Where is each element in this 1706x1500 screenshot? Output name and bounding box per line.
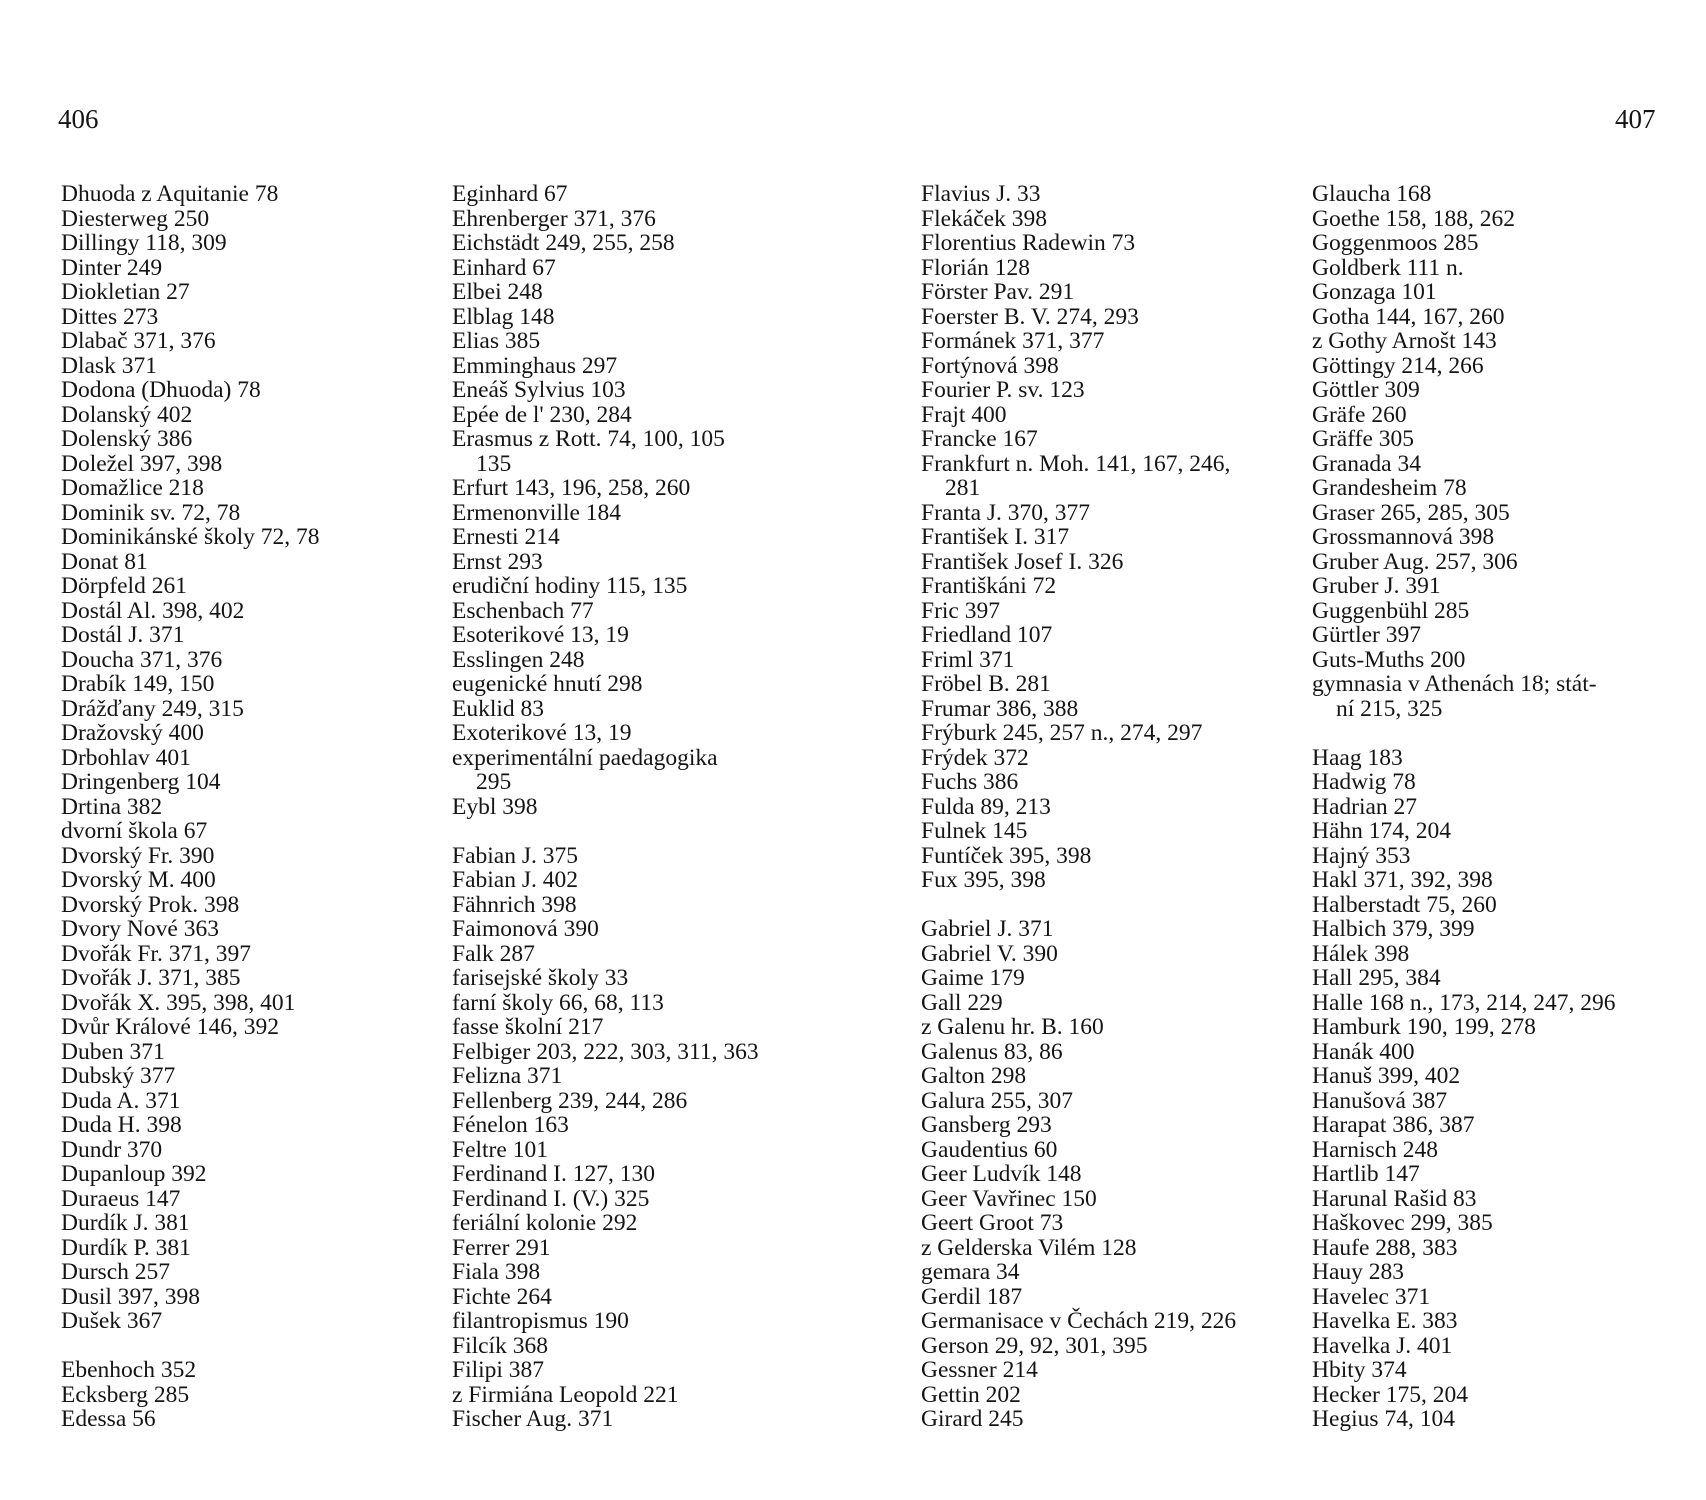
index-entry: Frýburk 245, 257 n., 274, 297 [921, 720, 1203, 746]
index-entry: Fiala 398 [452, 1259, 541, 1285]
index-column-4 [1312, 182, 1692, 1432]
index-entry: Flavius J. 33 [921, 181, 1041, 207]
index-entry: Fischer Aug. 371 [452, 1406, 614, 1432]
index-entry: Filcík 368 [452, 1332, 548, 1359]
index-entry: Dinter 249 [61, 254, 163, 281]
index-entry: Hall 295, 384 [1312, 965, 1441, 991]
index-entry: Dvořák J. 371, 385 [61, 965, 241, 991]
index-entry: Harnisch 248 [1312, 1136, 1438, 1163]
index-entry: Emminghaus 297 [452, 352, 618, 379]
index-entry: Elias 385 [452, 328, 541, 354]
index-entry: Duben 371 [61, 1038, 165, 1065]
index-entry: Hálek 398 [1312, 940, 1410, 967]
index-entry: Gerson 29, 92, 301, 395 [921, 1332, 1148, 1359]
index-entry: Diokletian 27 [61, 279, 190, 305]
index-entry: Františkáni 72 [921, 573, 1057, 599]
index-entry: Drtina 382 [61, 793, 163, 820]
index-entry: Friml 371 [921, 646, 1015, 673]
index-entry: Halle 168 n., 173, 214, 247, 296 [1312, 989, 1616, 1016]
index-entry: Dlask 371 [61, 352, 157, 379]
index-entry: Dominik sv. 72, 78 [61, 499, 241, 526]
index-entry: Hamburk 190, 199, 278 [1312, 1014, 1536, 1040]
index-entry: Frumar 386, 388 [921, 695, 1079, 722]
index-entry: Domažlice 218 [61, 475, 204, 501]
index-entry: Dusil 397, 398 [61, 1283, 201, 1310]
index-entry: Guts-Muths 200 [1312, 646, 1466, 673]
index-entry: Franta J. 370, 377 [921, 499, 1091, 526]
index-entry: fasse školní 217 [452, 1014, 604, 1040]
index-entry: Gotha 144, 167, 260 [1312, 303, 1505, 330]
index-entry: Dursch 257 [61, 1259, 170, 1285]
index-entry: Geer Vavřinec 150 [921, 1185, 1097, 1212]
index-entry: Edessa 56 [61, 1406, 156, 1432]
index-entry: dvorní škola 67 [61, 818, 208, 844]
index-entry: Gettin 202 [921, 1381, 1021, 1408]
index-entry: Gessner 214 [921, 1357, 1038, 1383]
index-entry: Frankfurt n. Moh. 141, 167, 246, [921, 450, 1231, 477]
page-number-left: 406 [58, 104, 99, 134]
index-entry: Dillingy 118, 309 [61, 230, 227, 256]
index-entry: Göttler 309 [1312, 377, 1420, 403]
index-entry: Ferrer 291 [452, 1234, 551, 1261]
index-entry: Haufe 288, 383 [1312, 1234, 1458, 1261]
index-entry: Gürtler 397 [1312, 622, 1421, 648]
index-entry: Geer Ludvík 148 [921, 1161, 1082, 1187]
index-entry: Dvorský Prok. 398 [61, 891, 240, 918]
index-entry: Ferdinand I. 127, 130 [452, 1161, 655, 1187]
index-entry: Hähn 174, 204 [1312, 818, 1452, 844]
index-column-2 [452, 182, 832, 1432]
index-entry: filantropismus 190 [452, 1308, 629, 1334]
index-entry: erudiční hodiny 115, 135 [452, 573, 688, 599]
index-entry: Gaudentius 60 [921, 1136, 1058, 1163]
index-entry: Hanuš 399, 402 [1312, 1063, 1461, 1089]
index-entry: Dostál Al. 398, 402 [61, 597, 245, 624]
index-entry: Galura 255, 307 [921, 1087, 1074, 1114]
index-entry: Granada 34 [1312, 450, 1421, 477]
index-entry: Gräfe 260 [1312, 401, 1407, 428]
index-entry: Dražovský 400 [61, 720, 204, 746]
index-entry: Dolanský 402 [61, 401, 193, 428]
index-entry: Grandesheim 78 [1312, 475, 1467, 501]
index-entry: Erasmus z Rott. 74, 100, 105 [452, 426, 725, 452]
index-entry: Hanák 400 [1312, 1038, 1415, 1065]
index-entry: Dringenberg 104 [61, 769, 221, 795]
index-entry: Fourier P. sv. 123 [921, 377, 1085, 403]
index-entry: Faimonová 390 [452, 916, 599, 942]
index-entry: feriální kolonie 292 [452, 1210, 638, 1236]
index-entry: Funtíček 395, 398 [921, 842, 1092, 869]
index-entry: Eginhard 67 [452, 181, 568, 207]
index-entry: 281 [945, 475, 981, 501]
index-entry: z Galenu hr. B. 160 [921, 1014, 1104, 1040]
index-entry: Dvořák X. 395, 398, 401 [61, 989, 296, 1016]
index-entry: z Gelderska Vilém 128 [921, 1234, 1137, 1261]
index-entry: Dörpfeld 261 [61, 573, 187, 599]
index-entry: Hegius 74, 104 [1312, 1406, 1455, 1432]
index-entry: Dvůr Králové 146, 392 [61, 1014, 279, 1040]
index-entry: Ebenhoch 352 [61, 1357, 197, 1383]
index-entry: Girard 245 [921, 1406, 1024, 1432]
index-entry: Florián 128 [921, 254, 1031, 281]
index-entry: Haškovec 299, 385 [1312, 1210, 1493, 1236]
index-entry: Förster Pav. 291 [921, 279, 1075, 305]
index-column-3 [921, 182, 1301, 1432]
index-entry: Fulda 89, 213 [921, 793, 1051, 820]
index-entry: Dundr 370 [61, 1136, 163, 1163]
index-entry: Dlabač 371, 376 [61, 328, 216, 354]
index-entry: Halberstadt 75, 260 [1312, 891, 1497, 918]
index-entry: Dupanloup 392 [61, 1161, 207, 1187]
index-entry: Hadrian 27 [1312, 793, 1418, 820]
index-entry: Dvorský M. 400 [61, 867, 216, 893]
index-entry: Duda H. 398 [61, 1112, 182, 1138]
section-gap [61, 1334, 441, 1359]
index-entry: František I. 317 [921, 524, 1070, 550]
index-entry: Gräffe 305 [1312, 426, 1415, 452]
index-entry: Havelka E. 383 [1312, 1308, 1458, 1334]
index-entry: Frajt 400 [921, 401, 1007, 428]
index-entry: Gansberg 293 [921, 1112, 1052, 1138]
index-entry: Ferdinand I. (V.) 325 [452, 1185, 650, 1212]
index-entry: Dvořák Fr. 371, 397 [61, 940, 251, 967]
index-entry: Dhuoda z Aquitanie 78 [61, 181, 279, 207]
index-entry: Felizna 371 [452, 1063, 563, 1089]
index-entry: Ermenonville 184 [452, 499, 622, 526]
index-entry: Donat 81 [61, 548, 148, 575]
index-entry: Doucha 371, 376 [61, 646, 223, 673]
index-entry: Esoterikové 13, 19 [452, 622, 629, 648]
index-entry: 295 [476, 769, 512, 795]
index-entry: Eichstädt 249, 255, 258 [452, 230, 675, 256]
index-column-1 [61, 182, 441, 1432]
index-entry: Haag 183 [1312, 744, 1403, 771]
index-entry: Galton 298 [921, 1063, 1027, 1089]
index-entry: Gruber J. 391 [1312, 573, 1441, 599]
index-entry: Eybl 398 [452, 793, 538, 820]
index-entry: Dittes 273 [61, 303, 159, 330]
index-entry: Galenus 83, 86 [921, 1038, 1063, 1065]
index-entry: Gonzaga 101 [1312, 279, 1437, 305]
index-entry: Dušek 367 [61, 1308, 163, 1334]
index-entry: Fichte 264 [452, 1283, 552, 1310]
index-entry: gymnasia v Athenách 18; stát- [1312, 671, 1597, 697]
index-entry: gemara 34 [921, 1259, 1020, 1285]
index-entry: Harunal Rašid 83 [1312, 1185, 1477, 1212]
index-entry: Halbich 379, 399 [1312, 916, 1475, 942]
index-entry: Hauy 283 [1312, 1259, 1405, 1285]
index-entry: Fellenberg 239, 244, 286 [452, 1087, 688, 1114]
index-entry: Elblag 148 [452, 303, 555, 330]
index-entry: Fuchs 386 [921, 769, 1019, 795]
index-entry: Goethe 158, 188, 262 [1312, 205, 1515, 232]
index-entry: Doležel 397, 398 [61, 450, 223, 477]
index-entry: Euklid 83 [452, 695, 545, 722]
index-entry: Exoterikové 13, 19 [452, 720, 632, 746]
index-entry: Gall 229 [921, 989, 1003, 1016]
index-entry: Gabriel V. 390 [921, 940, 1058, 967]
page-number-right: 407 [1615, 104, 1656, 134]
index-entry: Frýdek 372 [921, 744, 1029, 771]
index-entry: Formánek 371, 377 [921, 328, 1105, 354]
index-entry: ní 215, 325 [1336, 695, 1443, 722]
index-entry: Erfurt 143, 196, 258, 260 [452, 475, 691, 501]
index-entry: Gabriel J. 371 [921, 916, 1054, 942]
index-entry: Epée de l' 230, 284 [452, 401, 632, 428]
index-entry: Fabian J. 402 [452, 867, 578, 893]
index-entry: Foerster B. V. 274, 293 [921, 303, 1139, 330]
index-entry: Einhard 67 [452, 254, 556, 281]
index-entry: František Josef I. 326 [921, 548, 1124, 575]
index-entry: Grossmannová 398 [1312, 524, 1495, 550]
index-entry: Gruber Aug. 257, 306 [1312, 548, 1518, 575]
section-gap [1312, 721, 1692, 746]
index-entry: Hanušová 387 [1312, 1087, 1448, 1114]
index-entry: Gaime 179 [921, 965, 1025, 991]
index-entry: Fähnrich 398 [452, 891, 577, 918]
index-entry: Dolenský 386 [61, 426, 193, 452]
index-entry: Elbei 248 [452, 279, 543, 305]
index-entry: Fortýnová 398 [921, 352, 1059, 379]
index-entry: Drbohlav 401 [61, 744, 191, 771]
index-entry: Guggenbühl 285 [1312, 597, 1470, 624]
index-entry: Hajný 353 [1312, 842, 1411, 869]
index-entry: Duda A. 371 [61, 1087, 181, 1114]
index-entry: Ernesti 214 [452, 524, 560, 550]
index-entry: Felbiger 203, 222, 303, 311, 363 [452, 1038, 759, 1065]
index-entry: Ernst 293 [452, 548, 543, 575]
index-entry: Hakl 371, 392, 398 [1312, 867, 1493, 893]
index-entry: Friedland 107 [921, 622, 1053, 648]
index-entry: Dvorský Fr. 390 [61, 842, 215, 869]
index-entry: Hadwig 78 [1312, 769, 1416, 795]
index-entry: Dominikánské školy 72, 78 [61, 524, 320, 550]
index-entry: Fulnek 145 [921, 818, 1028, 844]
index-entry: Graser 265, 285, 305 [1312, 499, 1510, 526]
index-entry: z Firmiána Leopold 221 [452, 1381, 679, 1408]
index-entry: Geert Groot 73 [921, 1210, 1064, 1236]
index-entry: Duraeus 147 [61, 1185, 181, 1212]
index-entry: Goggenmoos 285 [1312, 230, 1479, 256]
index-entry: Havelec 371 [1312, 1283, 1431, 1310]
index-entry: Havelka J. 401 [1312, 1332, 1453, 1359]
index-entry: Hecker 175, 204 [1312, 1381, 1468, 1408]
index-entry: Hartlib 147 [1312, 1161, 1420, 1187]
index-entry: z Gothy Arnošt 143 [1312, 328, 1497, 354]
index-entry: Drabík 149, 150 [61, 671, 215, 697]
section-gap [452, 819, 832, 844]
index-entry: Fric 397 [921, 597, 1000, 624]
index-entry: Drážďany 249, 315 [61, 695, 244, 722]
index-entry: Harapat 386, 387 [1312, 1112, 1475, 1138]
index-entry: Ecksberg 285 [61, 1381, 190, 1408]
section-gap [921, 893, 1301, 918]
index-entry: Diesterweg 250 [61, 205, 210, 232]
index-entry: Fux 395, 398 [921, 867, 1046, 893]
index-entry: Dvory Nové 363 [61, 916, 219, 942]
index-entry: Ehrenberger 371, 376 [452, 205, 656, 232]
index-entry: farní školy 66, 68, 113 [452, 989, 664, 1016]
index-entry: Dodona (Dhuoda) 78 [61, 377, 261, 403]
index-entry: Filipi 387 [452, 1357, 545, 1383]
index-entry: Eneáš Sylvius 103 [452, 377, 626, 403]
index-entry: Germanisace v Čechách 219, 226 [921, 1308, 1237, 1334]
index-entry: Hbity 374 [1312, 1357, 1407, 1383]
index-entry: Flekáček 398 [921, 205, 1047, 232]
index-entry: Esslingen 248 [452, 646, 585, 673]
index-entry: eugenické hnutí 298 [452, 671, 643, 697]
index-entry: Dostál J. 371 [61, 622, 185, 648]
index-entry: Goldberk 111 n. [1312, 254, 1464, 281]
index-entry: farisejské školy 33 [452, 965, 629, 991]
index-entry: Glaucha 168 [1312, 181, 1432, 207]
index-entry: Fröbel B. 281 [921, 671, 1051, 697]
index-entry: Eschenbach 77 [452, 597, 594, 624]
index-entry: 135 [476, 450, 512, 477]
index-entry: Dubský 377 [61, 1063, 176, 1089]
index-entry: Gerdil 187 [921, 1283, 1023, 1310]
index-entry: Francke 167 [921, 426, 1038, 452]
index-entry: Durdík P. 381 [61, 1234, 191, 1261]
index-entry: Durdík J. 381 [61, 1210, 190, 1236]
index-entry: Göttingy 214, 266 [1312, 352, 1484, 379]
index-entry: Fabian J. 375 [452, 842, 578, 869]
index-entry: Florentius Radewin 73 [921, 230, 1136, 256]
index-entry: Falk 287 [452, 940, 535, 967]
index-entry: experimentální paedagogika [452, 744, 718, 771]
index-entry: Feltre 101 [452, 1136, 548, 1163]
index-entry: Fénelon 163 [452, 1112, 569, 1138]
